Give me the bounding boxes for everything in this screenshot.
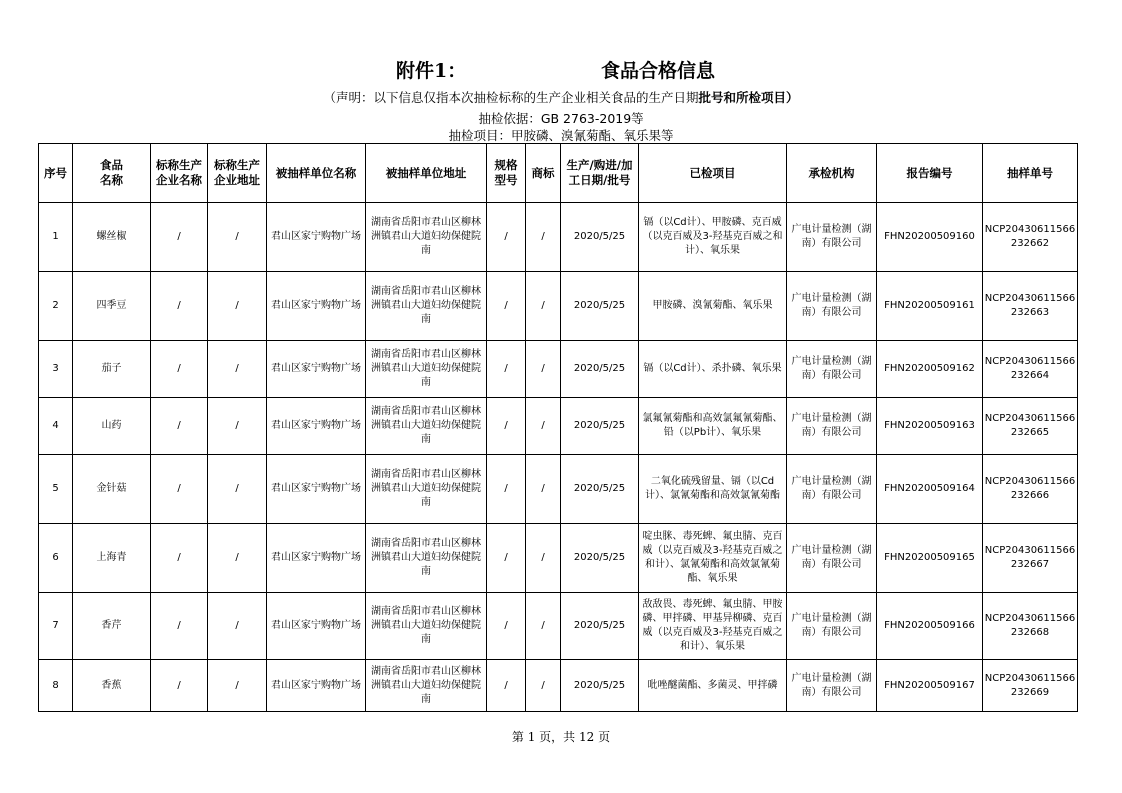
statement-bold-text: 批号和所检项目） bbox=[698, 90, 799, 105]
statement-text: （声明：以下信息仅指本次抽检标称的生产企业相关食品的生产日期 bbox=[323, 90, 699, 105]
manufacturer-address: / bbox=[208, 341, 267, 398]
manufacturer-name: / bbox=[151, 398, 208, 455]
report-number: FHN20200509164 bbox=[877, 455, 983, 524]
row-number: 4 bbox=[39, 398, 73, 455]
row-number: 1 bbox=[39, 203, 73, 272]
table-row bbox=[39, 524, 1078, 593]
manufacturer-address: / bbox=[208, 398, 267, 455]
table-header-row bbox=[39, 144, 1078, 203]
statement bbox=[0, 88, 1122, 106]
report-number: FHN20200509163 bbox=[877, 398, 983, 455]
manufacturer-address: / bbox=[208, 660, 267, 712]
spec-model: / bbox=[487, 341, 526, 398]
testing-agency: 广电计量检测（湖南）有限公司 bbox=[787, 660, 877, 712]
production-date: 2020/5/25 bbox=[561, 272, 639, 341]
spec-model: / bbox=[487, 272, 526, 341]
row-number: 6 bbox=[39, 524, 73, 593]
sampled-unit-name: 君山区家宁购物广场 bbox=[267, 455, 366, 524]
manufacturer-address: / bbox=[208, 593, 267, 660]
table-row bbox=[39, 593, 1078, 660]
sample-number: NCP20430611566232662 bbox=[983, 203, 1078, 272]
tested-items: 镉（以Cd计）、甲胺磷、克百威（以克百威及3-羟基克百威之和计）、氧乐果 bbox=[639, 203, 787, 272]
spec-model: / bbox=[487, 398, 526, 455]
tested-items: 吡唑醚菌酯、多菌灵、甲拌磷 bbox=[639, 660, 787, 712]
report-number: FHN20200509162 bbox=[877, 341, 983, 398]
testing-agency: 广电计量检测（湖南）有限公司 bbox=[787, 272, 877, 341]
spec-model: / bbox=[487, 455, 526, 524]
manufacturer-name: / bbox=[151, 341, 208, 398]
row-number: 2 bbox=[39, 272, 73, 341]
production-date: 2020/5/25 bbox=[561, 593, 639, 660]
production-date: 2020/5/25 bbox=[561, 341, 639, 398]
production-date: 2020/5/25 bbox=[561, 524, 639, 593]
sampled-unit-address: 湖南省岳阳市君山区柳林洲镇君山大道妇幼保健院南 bbox=[366, 398, 487, 455]
col-header: 食品名称 bbox=[73, 144, 151, 203]
brand: / bbox=[526, 524, 561, 593]
manufacturer-address: / bbox=[208, 203, 267, 272]
inspection-items: 抽检项目：甲胺磷、溴氰菊酯、氧乐果等 bbox=[448, 128, 674, 143]
row-number: 7 bbox=[39, 593, 73, 660]
table-row bbox=[39, 660, 1078, 712]
row-number: 8 bbox=[39, 660, 73, 712]
spec-model: / bbox=[487, 524, 526, 593]
tested-items: 啶虫脒、毒死蜱、氟虫腈、克百威（以克百威及3-羟基克百威之和计）、氯氰菊酯和高效氯氰菊酯、氧乐果 bbox=[639, 524, 787, 593]
food-name: 螺丝椒 bbox=[73, 203, 151, 272]
testing-agency: 广电计量检测（湖南）有限公司 bbox=[787, 203, 877, 272]
report-number: FHN20200509160 bbox=[877, 203, 983, 272]
table-row bbox=[39, 341, 1078, 398]
sample-number: NCP20430611566232668 bbox=[983, 593, 1078, 660]
sample-number: NCP20430611566232665 bbox=[983, 398, 1078, 455]
attachment-label: 附件1： bbox=[396, 60, 467, 82]
testing-agency: 广电计量检测（湖南）有限公司 bbox=[787, 455, 877, 524]
food-name: 四季豆 bbox=[73, 272, 151, 341]
tested-items: 氯氟氰菊酯和高效氯氟氰菊酯、铅（以Pb计）、氧乐果 bbox=[639, 398, 787, 455]
sample-number: NCP20430611566232669 bbox=[983, 660, 1078, 712]
col-header: 被抽样单位地址 bbox=[366, 144, 487, 203]
sample-number: NCP20430611566232664 bbox=[983, 341, 1078, 398]
manufacturer-address: / bbox=[208, 524, 267, 593]
tested-items: 甲胺磷、溴氰菊酯、氧乐果 bbox=[639, 272, 787, 341]
manufacturer-name: / bbox=[151, 455, 208, 524]
col-header: 标称生产企业地址 bbox=[208, 144, 267, 203]
report-number: FHN20200509161 bbox=[877, 272, 983, 341]
report-number: FHN20200509167 bbox=[877, 660, 983, 712]
report-number: FHN20200509166 bbox=[877, 593, 983, 660]
col-header: 承检机构 bbox=[787, 144, 877, 203]
page-title: 食品合格信息 bbox=[601, 60, 716, 82]
tested-items: 镉（以Cd计）、杀扑磷、氧乐果 bbox=[639, 341, 787, 398]
col-header: 被抽样单位名称 bbox=[267, 144, 366, 203]
col-header: 序号 bbox=[39, 144, 73, 203]
row-number: 5 bbox=[39, 455, 73, 524]
production-date: 2020/5/25 bbox=[561, 203, 639, 272]
table-row bbox=[39, 203, 1078, 272]
sampled-unit-name: 君山区家宁购物广场 bbox=[267, 524, 366, 593]
testing-agency: 广电计量检测（湖南）有限公司 bbox=[787, 593, 877, 660]
col-header: 商标 bbox=[526, 144, 561, 203]
manufacturer-name: / bbox=[151, 593, 208, 660]
spec-model: / bbox=[487, 203, 526, 272]
brand: / bbox=[526, 341, 561, 398]
table-row bbox=[39, 455, 1078, 524]
manufacturer-address: / bbox=[208, 272, 267, 341]
sampled-unit-name: 君山区家宁购物广场 bbox=[267, 398, 366, 455]
page-footer: 第 1 页，共 12 页 bbox=[511, 730, 611, 744]
manufacturer-address: / bbox=[208, 455, 267, 524]
results-table bbox=[38, 143, 1078, 712]
table-row bbox=[39, 272, 1078, 341]
sample-number: NCP20430611566232663 bbox=[983, 272, 1078, 341]
sampled-unit-address: 湖南省岳阳市君山区柳林洲镇君山大道妇幼保健院南 bbox=[366, 455, 487, 524]
sampled-unit-name: 君山区家宁购物广场 bbox=[267, 203, 366, 272]
testing-agency: 广电计量检测（湖南）有限公司 bbox=[787, 341, 877, 398]
col-header: 生产/购进/加工日期/批号 bbox=[561, 144, 639, 203]
sampled-unit-address: 湖南省岳阳市君山区柳林洲镇君山大道妇幼保健院南 bbox=[366, 341, 487, 398]
sampled-unit-name: 君山区家宁购物广场 bbox=[267, 272, 366, 341]
brand: / bbox=[526, 398, 561, 455]
manufacturer-name: / bbox=[151, 524, 208, 593]
report-number: FHN20200509165 bbox=[877, 524, 983, 593]
food-name: 香蕉 bbox=[73, 660, 151, 712]
sampled-unit-address: 湖南省岳阳市君山区柳林洲镇君山大道妇幼保健院南 bbox=[366, 203, 487, 272]
production-date: 2020/5/25 bbox=[561, 455, 639, 524]
inspection-basis: 抽检依据：GB 2763-2019等 bbox=[478, 111, 644, 126]
spec-model: / bbox=[487, 593, 526, 660]
row-number: 3 bbox=[39, 341, 73, 398]
col-header: 抽样单号 bbox=[983, 144, 1078, 203]
brand: / bbox=[526, 660, 561, 712]
sampled-unit-name: 君山区家宁购物广场 bbox=[267, 660, 366, 712]
col-header: 规格型号 bbox=[487, 144, 526, 203]
manufacturer-name: / bbox=[151, 203, 208, 272]
food-name: 金针菇 bbox=[73, 455, 151, 524]
brand: / bbox=[526, 593, 561, 660]
sampled-unit-name: 君山区家宁购物广场 bbox=[267, 593, 366, 660]
sampled-unit-address: 湖南省岳阳市君山区柳林洲镇君山大道妇幼保健院南 bbox=[366, 593, 487, 660]
manufacturer-name: / bbox=[151, 272, 208, 341]
spec-model: / bbox=[487, 660, 526, 712]
tested-items: 敌敌畏、毒死蜱、氟虫腈、甲胺磷、甲拌磷、甲基异柳磷、克百威（以克百威及3-羟基克百威之和计）、氧乐果 bbox=[639, 593, 787, 660]
manufacturer-name: / bbox=[151, 660, 208, 712]
sample-number: NCP20430611566232666 bbox=[983, 455, 1078, 524]
brand: / bbox=[526, 272, 561, 341]
production-date: 2020/5/25 bbox=[561, 660, 639, 712]
brand: / bbox=[526, 455, 561, 524]
food-name: 上海青 bbox=[73, 524, 151, 593]
sampled-unit-address: 湖南省岳阳市君山区柳林洲镇君山大道妇幼保健院南 bbox=[366, 524, 487, 593]
col-header: 标称生产企业名称 bbox=[151, 144, 208, 203]
col-header: 已检项目 bbox=[639, 144, 787, 203]
food-name: 香芹 bbox=[73, 593, 151, 660]
brand: / bbox=[526, 203, 561, 272]
sampled-unit-name: 君山区家宁购物广场 bbox=[267, 341, 366, 398]
tested-items: 二氧化硫残留量、镉（以Cd计）、氯氰菊酯和高效氯氰菊酯 bbox=[639, 455, 787, 524]
food-name: 茄子 bbox=[73, 341, 151, 398]
testing-agency: 广电计量检测（湖南）有限公司 bbox=[787, 398, 877, 455]
production-date: 2020/5/25 bbox=[561, 398, 639, 455]
col-header: 报告编号 bbox=[877, 144, 983, 203]
title-row bbox=[0, 56, 1122, 88]
sampled-unit-address: 湖南省岳阳市君山区柳林洲镇君山大道妇幼保健院南 bbox=[366, 272, 487, 341]
table-row bbox=[39, 398, 1078, 455]
food-name: 山药 bbox=[73, 398, 151, 455]
sampled-unit-address: 湖南省岳阳市君山区柳林洲镇君山大道妇幼保健院南 bbox=[366, 660, 487, 712]
sample-number: NCP20430611566232667 bbox=[983, 524, 1078, 593]
testing-agency: 广电计量检测（湖南）有限公司 bbox=[787, 524, 877, 593]
